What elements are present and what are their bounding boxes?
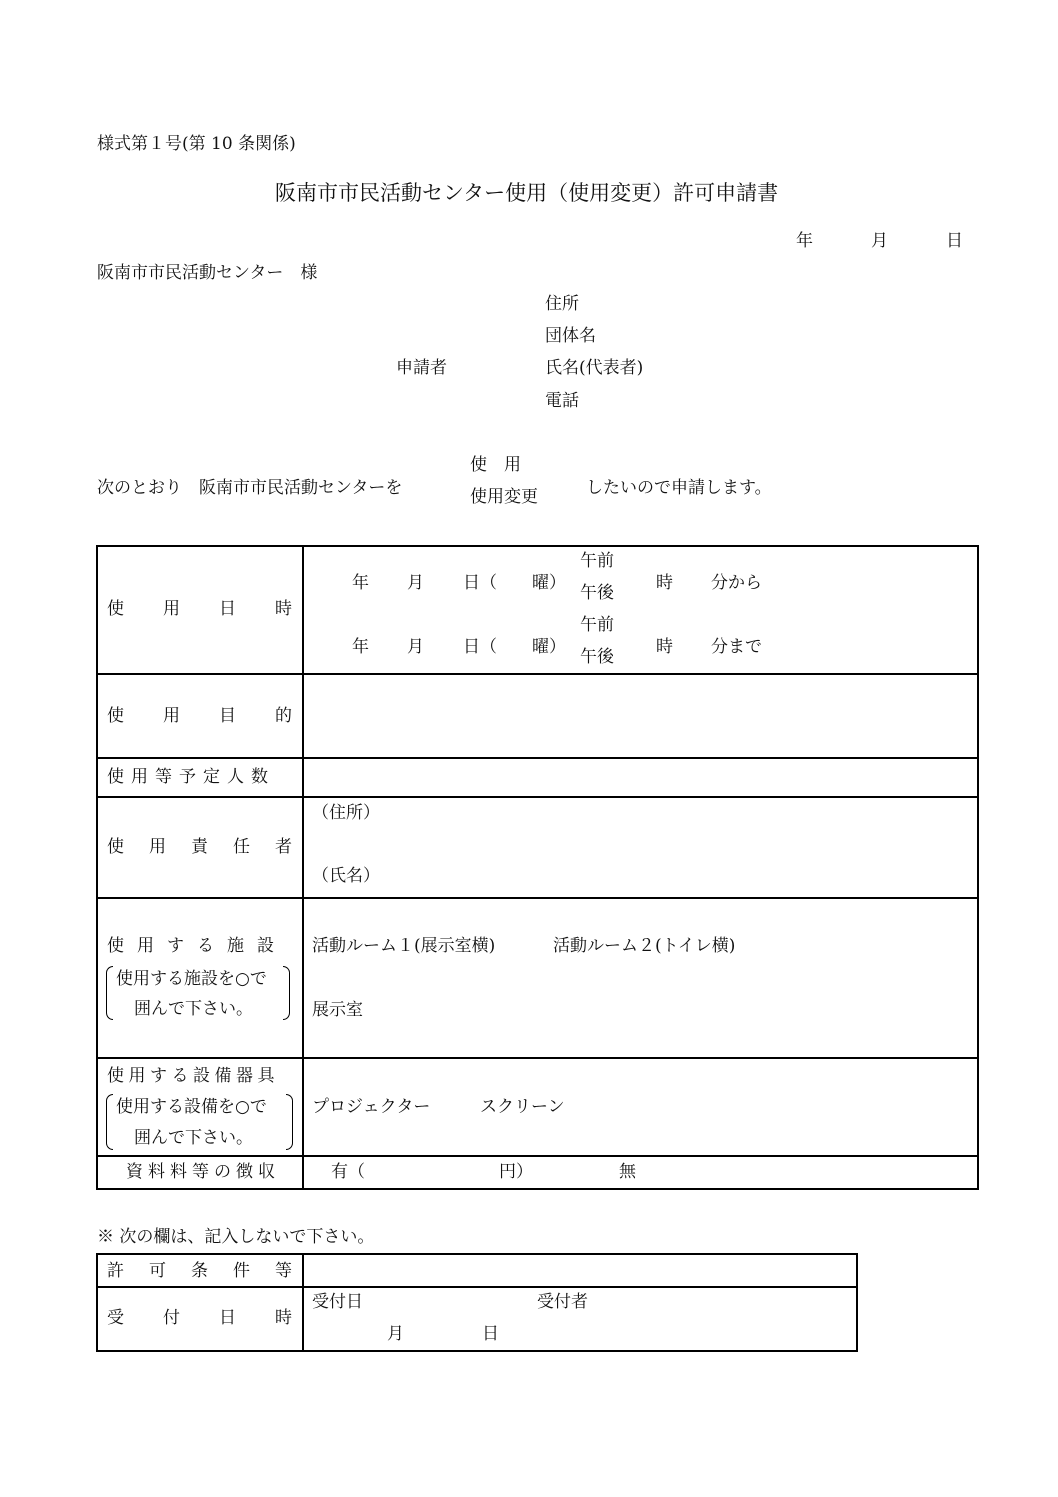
start-from-label: 分から <box>711 573 762 593</box>
start-weekday-label: 曜） <box>532 573 566 593</box>
responsible-label-1: 使 <box>107 837 124 857</box>
responsible-address-label: （住所） <box>312 803 380 823</box>
applicant-name-label: 氏名(代表者) <box>545 358 644 378</box>
fee-no: 無 <box>619 1162 636 1182</box>
datetime-label-1: 使 <box>107 599 124 619</box>
applicant-label: 申請者 <box>396 358 447 378</box>
purpose-label-2: 用 <box>163 706 180 726</box>
intro-prefix: 次のとおり 阪南市市民活動センターを <box>97 478 403 498</box>
equipment-label: 使用する設備器具 <box>107 1066 279 1086</box>
purpose-label-4: 的 <box>275 706 292 726</box>
addressee: 阪南市市民活動センター 様 <box>97 263 318 283</box>
option-use: 使 用 <box>470 455 521 475</box>
conditions-label-1: 許 <box>107 1261 124 1281</box>
responsible-name-label: （氏名） <box>312 866 380 886</box>
conditions-label-2: 可 <box>149 1261 166 1281</box>
form-number: 様式第１号(第 10 条関係) <box>97 134 296 154</box>
start-pm-label: 午後 <box>580 583 614 603</box>
equipment-note-line2: 囲んで下さい。 <box>134 1128 253 1148</box>
office-note: ※ 次の欄は、記入しないで下さい。 <box>97 1227 375 1247</box>
facility-note-line2: 囲んで下さい。 <box>134 999 253 1019</box>
facility-label: 使用する施設 <box>107 936 287 956</box>
conditions-label-5: 等 <box>275 1261 292 1281</box>
conditions-label-4: 件 <box>233 1261 250 1281</box>
equipment-note-bracket-left <box>106 1094 113 1150</box>
conditions-label-3: 条 <box>191 1261 208 1281</box>
receipt-date-label: 受付日 <box>312 1292 363 1312</box>
applicant-phone-label: 電話 <box>545 391 579 411</box>
applicant-group-label: 団体名 <box>545 326 596 346</box>
facility-room1: 活動ルーム１(展示室横) <box>312 936 496 956</box>
facility-note-line1: 使用する施設を○で <box>116 969 267 989</box>
receipt-month-label: 月 <box>387 1324 404 1344</box>
datetime-label-3: 日 <box>219 599 236 619</box>
attendees-label: 使用等予定人数 <box>107 767 275 787</box>
end-month-label: 月 <box>407 637 424 657</box>
option-change: 使用変更 <box>470 487 538 507</box>
responsible-label-2: 用 <box>149 837 166 857</box>
date-year-label: 年 <box>796 231 813 251</box>
receipt-label-1: 受 <box>107 1308 124 1328</box>
receipt-label-2: 付 <box>163 1308 180 1328</box>
receipt-label-3: 日 <box>219 1308 236 1328</box>
end-year-label: 年 <box>352 637 369 657</box>
datetime-label-2: 用 <box>163 599 180 619</box>
intro-suffix: したいので申請します。 <box>586 478 772 498</box>
receipt-day-label: 日 <box>482 1324 499 1344</box>
equipment-projector: プロジェクター <box>312 1097 431 1117</box>
receiver-label: 受付者 <box>537 1292 588 1312</box>
start-year-label: 年 <box>352 573 369 593</box>
responsible-label-3: 責 <box>191 837 208 857</box>
facility-room2: 活動ルーム２(トイレ横) <box>553 936 736 956</box>
fee-label: 資料料等の徴収 <box>126 1162 280 1182</box>
page-title: 阪南市市民活動センター使用（使用変更）許可申請書 <box>275 181 779 205</box>
fee-yen: 円） <box>499 1162 533 1182</box>
end-hour-label: 時 <box>656 637 673 657</box>
start-day-label: 日（ <box>463 573 497 593</box>
equipment-note-line1: 使用する設備を○で <box>116 1097 267 1117</box>
end-until-label: 分まで <box>711 637 762 657</box>
responsible-label-4: 任 <box>233 837 250 857</box>
start-month-label: 月 <box>407 573 424 593</box>
end-pm-label: 午後 <box>580 647 614 667</box>
facility-note-bracket-right <box>283 966 290 1020</box>
receipt-label-4: 時 <box>275 1308 292 1328</box>
end-weekday-label: 曜） <box>532 637 566 657</box>
start-hour-label: 時 <box>656 573 673 593</box>
end-day-label: 日（ <box>463 637 497 657</box>
facility-note-bracket-left <box>106 966 113 1020</box>
purpose-label-1: 使 <box>107 706 124 726</box>
responsible-label-5: 者 <box>275 837 292 857</box>
fee-yes: 有（ <box>331 1162 365 1182</box>
facility-exhibition-room: 展示室 <box>312 1000 363 1020</box>
equipment-screen: スクリーン <box>480 1097 565 1117</box>
applicant-address-label: 住所 <box>545 294 579 314</box>
date-month-label: 月 <box>871 231 888 251</box>
start-am-label: 午前 <box>580 551 614 571</box>
end-am-label: 午前 <box>580 615 614 635</box>
date-day-label: 日 <box>946 231 963 251</box>
equipment-note-bracket-right <box>286 1094 293 1150</box>
purpose-label-3: 目 <box>219 706 236 726</box>
datetime-label-4: 時 <box>275 599 292 619</box>
